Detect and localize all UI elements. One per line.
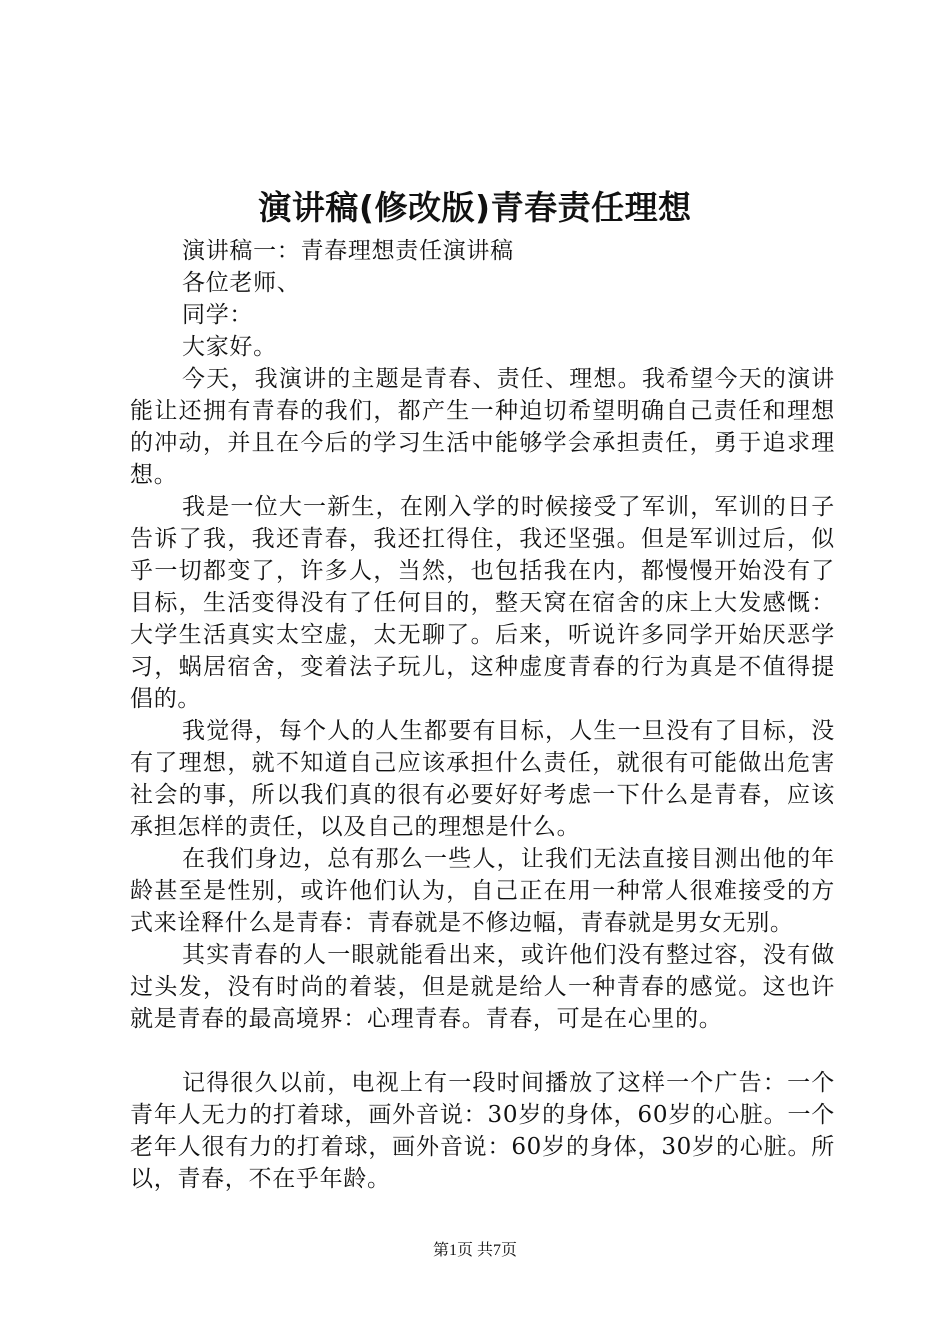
paragraph-life-goals: 我觉得，每个人的人生都要有目标，人生一旦没有了目标，没有了理想，就不知道自己应该承担什么责任，就很有可能做出危害社会的事，所以我们真的很有必要好好考虑一下什么是青春，应该承担怎样的责任，以及自己的理想是什么。	[130, 718, 835, 840]
paragraph-advertisement: 记得很久以前，电视上有一段时间播放了这样一个广告：一个青年人无力的打着球，画外音说：30岁的身体，60岁的心脏。一个老年人很有力的打着球，画外音说：60岁的身体，30岁的心脏。所以，青春，不在乎年龄。	[130, 1070, 835, 1192]
paragraph-salutation-teachers: 各位老师、	[182, 270, 301, 296]
paragraph-greeting: 大家好。	[182, 334, 277, 360]
paragraph-youth-spirit: 其实青春的人一眼就能看出来，或许他们没有整过容，没有做过头发，没有时尚的着装，但是就是给人一种青春的感觉。这也许就是青春的最高境界：心理青春。青春，可是在心里的。	[130, 942, 835, 1032]
page-number: 第1页 共7页	[432, 1242, 517, 1259]
document-body	[130, 235, 835, 1195]
paragraph-topic: 今天，我演讲的主题是青春、责任、理想。我希望今天的演讲能让还拥有青春的我们，都产生一种迫切希望明确自己责任和理想的冲动，并且在今后的学习生活中能够学会承担责任，勇于追求理想。	[130, 366, 835, 488]
paragraph-youth-appearance: 在我们身边，总有那么一些人，让我们无法直接目测出他的年龄甚至是性别，或许他们认为，自己正在用一种常人很难接受的方式来诠释什么是青春：青春就是不修边幅，青春就是男女无别。	[130, 846, 835, 936]
document-title: 演讲稿(修改版)青春责任理想	[258, 188, 692, 227]
paragraph-heading: 演讲稿一：青春理想责任演讲稿	[182, 238, 514, 264]
paragraph-military-training: 我是一位大一新生，在刚入学的时候接受了军训，军训的日子告诉了我，我还青春，我还扛得住，我还坚强。但是军训过后，似乎一切都变了，许多人，当然，也包括我在内，都慢慢开始没有了目标，生活变得没有了任何目的，整天窝在宿舍的床上大发感慨：大学生活真实太空虚，太无聊了。后来，听说许多同学开始厌恶学习，蜗居宿舍，变着法子玩儿，这种虚度青春的行为真是不值得提倡的。	[130, 494, 835, 712]
paragraph-salutation-students: 同学：	[182, 302, 254, 328]
